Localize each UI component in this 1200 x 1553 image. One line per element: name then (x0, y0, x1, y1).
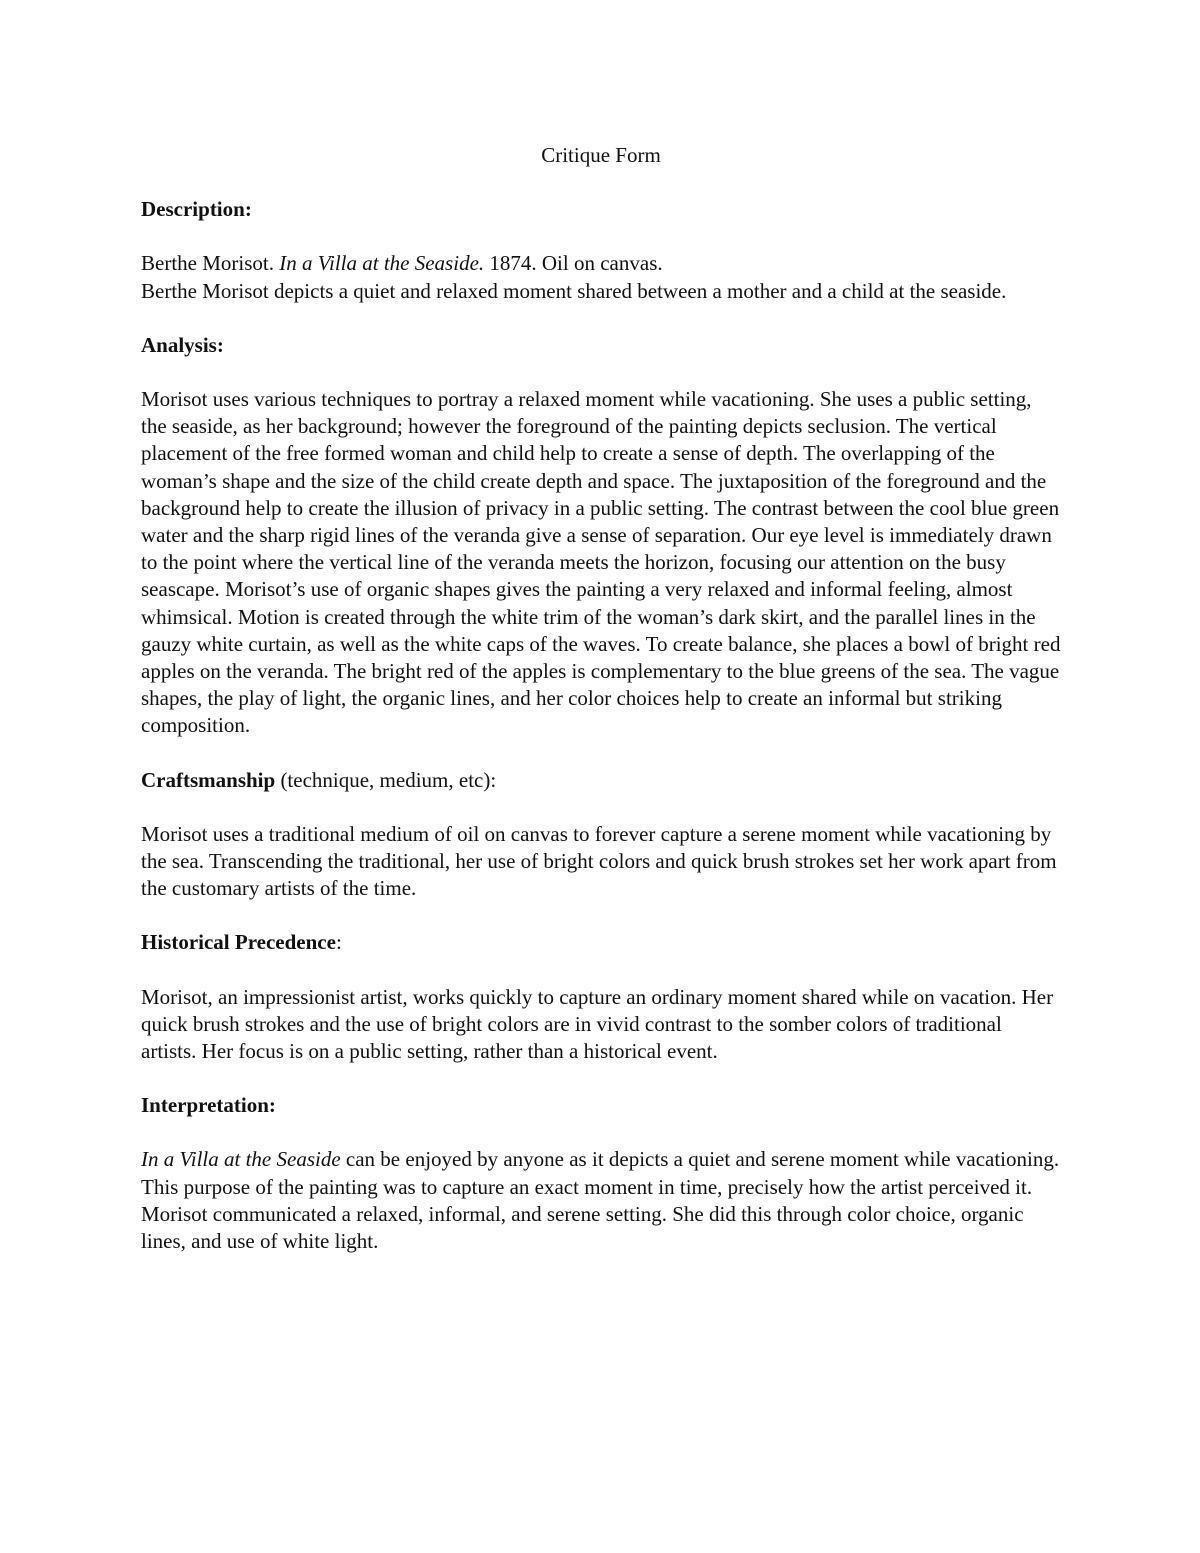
document-title: Critique Form (541, 143, 661, 167)
artwork-citation (141, 250, 1061, 277)
historical-text: Morisot, an impressionist artist, works quickly to capture an ordinary moment shared while on vacation. Her quick brush strokes and the use of bright colors are in vivid contrast to the somber colors of traditional artists. Her focus is on a public setting, rather than a historical event. (141, 984, 1054, 1064)
interpretation-heading (141, 1092, 1061, 1119)
analysis-heading (141, 332, 1061, 359)
historical-heading-colon: : (335, 930, 342, 955)
description-text: Berthe Morisot depicts a quiet and relaxed moment shared between a mother and a child at the seaside. (141, 278, 1007, 303)
interpretation-artwork-title: In a Villa at the Seaside (141, 1147, 341, 1172)
interpretation-text: can be enjoyed by anyone as it depicts a quiet and serene moment while vacationing. This purpose of the painting was to capture an exact moment in time, precisely how the artist perceived it. Morisot communicated a relaxed, informal, and serene setting. She did this through color choice, organic lines, and use of white light. (141, 1147, 1060, 1254)
historical-heading-label: Historical Precedence (141, 930, 336, 955)
description-section (141, 250, 1061, 304)
artwork-title: In a Villa at the Seaside. (279, 251, 485, 276)
analysis-text: Morisot uses various techniques to portray a relaxed moment while vacationing. She uses a public setting, the seaside, as her background; however the foreground of the painting depicts seclusion. The vertical placement of the free formed woman and child help to create a sense of depth. The overlapping of the woman’s shape and the size of the child create depth and space. The juxtaposition of the foreground and the background help to create the illusion of privacy in a public setting. The contrast between the cool blue green water and the sharp rigid lines of the veranda give a sense of separation. Our eye level is immediately drawn to the point where the vertical line of the veranda meets the horizon, focusing our attention on the busy seascape. Morisot’s use of organic shapes gives the painting a very relaxed and informal feeling, almost whimsical. Motion is created through the white trim of the woman’s dark skirt, and the parallel lines in the gauzy white curtain, as well as the white caps of the waves. To create balance, she places a bowl of bright red apples on the veranda. The bright red of the apples is complementary to the blue greens of the sea. The vague shapes, the play of light, the organic lines, and her color choices help to create an informal but striking composition. (141, 387, 1061, 738)
craftsmanship-heading-label: Craftsmanship (141, 767, 276, 792)
description-heading (141, 196, 1061, 223)
analysis-heading-label: Analysis: (141, 332, 224, 357)
craftsmanship-heading-note: (technique, medium, etc): (275, 767, 497, 792)
artwork-details: 1874. Oil on canvas. (489, 251, 663, 276)
craftsmanship-heading (141, 767, 1061, 794)
interpretation-heading-label: Interpretation: (141, 1093, 276, 1118)
historical-heading (141, 929, 1061, 956)
artist-name: Berthe Morisot. (141, 251, 274, 276)
interpretation-section (141, 1146, 1061, 1255)
description-heading-label: Description: (141, 197, 252, 222)
document-content (141, 142, 1061, 1282)
craftsmanship-text: Morisot uses a traditional medium of oil on canvas to forever capture a serene moment while vacationing by the sea. Transcending the traditional, her use of bright colors and quick brush strokes set her work apart from the customary artists of the time. (141, 821, 1057, 901)
